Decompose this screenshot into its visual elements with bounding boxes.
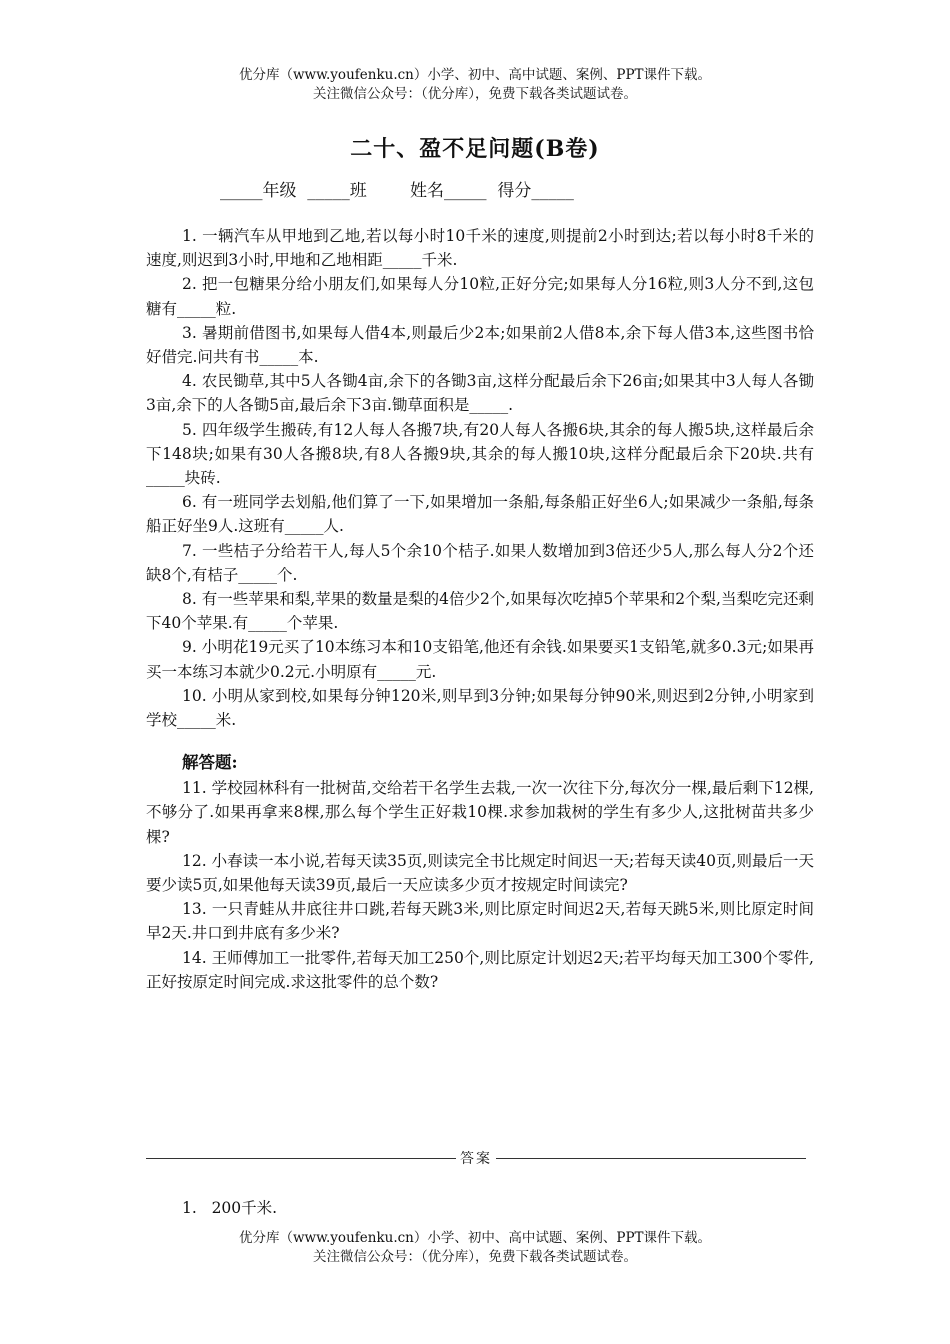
question-1: 1. 一辆汽车从甲地到乙地,若以每小时10千米的速度,则提前2小时到达;若以每小时8千米的速度,则迟到3小时,甲地和乙地相距_____千米. — [146, 227, 814, 270]
problem-13: 13. 一只青蛙从井底往井口跳,若每天跳3米,则比原定时间迟2天,若每天跳5米,则比原定时间早2天.井口到井底有多少米? — [146, 900, 814, 943]
question-2: 2. 把一包糖果分给小朋友们,如果每人分10粒,正好分完;如果每人分16粒,则3人分不到,这包糖有_____粒. — [146, 275, 814, 318]
question-3: 3. 暑期前借图书,如果每人借4本,则最后少2本;如果前2人借8本,余下每人借3本,这些图书恰好借完.问共有书_____本. — [146, 323, 814, 367]
divider-rule-right — [496, 1158, 806, 1159]
answer-divider — [146, 1148, 806, 1168]
exam-content — [146, 224, 814, 994]
question-7: 7. 一些桔子分给若干人,每人5个余10个桔子.如果人数增加到3倍还少5人,那么每人分2个还缺8个,有桔子_____个. — [146, 541, 814, 584]
divider-label: 答案 — [460, 1151, 492, 1167]
footer-wechat-line: 关注微信公众号：（优分库），免费下载各类试题试卷。 — [313, 1249, 637, 1265]
answer-1: 1. 200千米. — [182, 1199, 278, 1217]
question-5: 5. 四年级学生搬砖,有12人每人各搬7块,有20人每人各搬6块,其余的每人搬5块,这样最后余下148块;如果有30人各搬8块,有8人各搬9块,其余的每人搬10块,这样分配最后余下20块.共有_____块砖. — [146, 420, 814, 488]
question-4: 4. 农民锄草,其中5人各锄4亩,余下的各锄3亩,这样分配最后余下26亩;如果其中3人每人各锄3亩,余下的人各锄5亩,最后余下3亩.锄草面积是_____. — [146, 372, 814, 415]
footer-site-line: 优分库（www.youfenku.cn）小学、初中、高中试题、案例、PPT课件下载。 — [238, 1230, 712, 1246]
question-8: 8. 有一些苹果和梨,苹果的数量是梨的4倍少2个,如果每次吃掉5个苹果和2个梨,当梨吃完还剩下40个苹果.有_____个苹果. — [146, 590, 814, 633]
page-title: 二十、盈不足问题(B卷) — [350, 136, 600, 162]
header-site-line: 优分库（www.youfenku.cn）小学、初中、高中试题、案例、PPT课件下载。 — [238, 67, 712, 83]
divider-rule-left — [146, 1158, 456, 1159]
student-info-line: _____年级 _____班 姓名_____ 得分_____ — [220, 181, 574, 201]
question-6: 6. 有一班同学去划船,他们算了一下,如果增加一条船,每条船正好坐6人;如果减少一条船,每条船正好坐9人.这班有_____人. — [146, 493, 814, 536]
question-9: 9. 小明花19元买了10本练习本和10支铅笔,他还有余钱.如果要买1支铅笔,就多0.3元;如果再买一本练习本就少0.2元.小明原有_____元. — [146, 638, 814, 681]
problem-11: 11. 学校园林科有一批树苗,交给若干名学生去栽,一次一次往下分,每次分一棵,最后剩下12棵,不够分了.如果再拿来8棵,那么每个学生正好栽10棵.求参加栽树的学生有多少人,这批树苗共多少棵? — [146, 779, 814, 846]
question-10: 10. 小明从家到校,如果每分钟120米,则早到3分钟;如果每分钟90米,则迟到2分钟,小明家到学校_____米. — [146, 686, 814, 730]
problem-14: 14. 王师傅加工一批零件,若每天加工250个,则比原定计划迟2天;若平均每天加工300个零件,正好按原定时间完成.求这批零件的总个数? — [146, 948, 814, 991]
header-wechat-line: 关注微信公众号：（优分库），免费下载各类试题试卷。 — [313, 86, 637, 102]
problem-12: 12. 小春读一本小说,若每天读35页,则读完全书比规定时间迟一天;若每天读40页,则最后一天要少读5页,如果他每天读39页,最后一天应读多少页才按规定时间读完? — [146, 851, 814, 895]
section-title: 解答题: — [182, 753, 238, 773]
